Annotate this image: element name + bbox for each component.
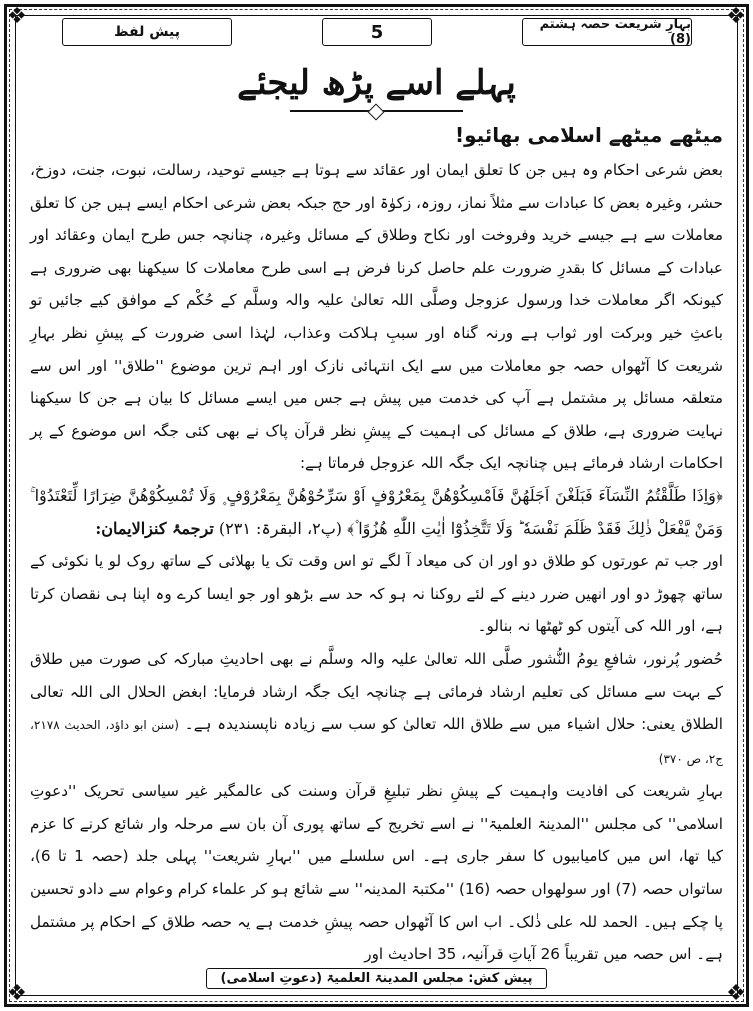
verse-reference: (پ۲، البقرۃ: ۲۳۱) — [218, 518, 343, 538]
corner-ornament-icon: ❖ — [7, 4, 27, 29]
footer-credit: پیش کش: مجلس المدینۃ العلمیۃ (دعوتِ اسلامی) — [206, 968, 548, 989]
greeting-heading: میٹھے میٹھے اسلامی بھائیو! — [454, 123, 723, 147]
page-footer — [0, 968, 753, 989]
closing-paragraph: بہارِ شریعت کی افادیت واہمیت کے پیشِ نظر تبلیغِ قرآن وسنت کی عالمگیر غیر سیاسی تحریک ''دعوتِ اسلامی'' کی مجلس ''المدینۃ العلمیۃ'' نے اسے تخریج کے ساتھ پوری آن بان سے مرحلہ وار شائع کرنے کا عزم کیا تھا، اس میں کامیابیوں کا سفر جاری ہے۔ اس سلسلے میں ''بہارِ شریعت'' پہلی جلد (حصہ 1 تا 6)، ساتواں حصہ (7) اور سولھواں حصہ (16) ''مکتبۃ المدینہ'' سے شائع ہو کر علماء کرام وعوام سے دادو تحسین پا چکے ہیں۔ الحمد للہ علی ذٰلک۔ اب اس کا آٹھواں حصہ پیشِ خدمت ہے یہ حصہ طلاق کے احکام پر مشتمل ہے۔ اس حصہ میں تقریباً 26 آیاتِ قرآنیہ، 35 احادیث اور — [30, 782, 724, 964]
main-text — [30, 118, 724, 964]
section-label: پیش لفظ — [62, 18, 232, 46]
paragraph: بعض شرعی احکام وہ ہیں جن کا تعلق ایمان اور عقائد سے ہوتا ہے جیسے توحید، رسالت، نبوت، جنت، دوزخ، حشر، وغیرہ بعض کا عبادات سے مثلاً نماز، روزہ، زکوٰۃ اور حج جبکہ بعض شرعی احکام ایسے ہیں جن کا تعلق معاملات سے ہے جیسے خرید وفروخت اور نکاح وطلاق کے مسائل وغیرہ، چنانچہ جس طرح ایمان وعقائد اور عبادات کے مسائل کا بقدرِ ضرورت علم حاصل کرنا فرض ہے اسی طرح معاملات کا سیکھنا بھی ضروری ہے کیونکہ اگر معاملات خدا ورسول عزوجل وصلَّی اللہ تعالیٰ علیہ والہ وسلَّم کے حُکْم کے موافق کیے جائیں تو باعثِ خیر وبرکت اور ثواب ہے ورنہ گناہ اور سببِ ہلاکت وعذاب، لہٰذا اسی ضرورت کے پیشِ نظر بہارِ شریعت کا آٹھواں حصہ جو معاملات میں سے ایک انتہائی نازک اور اہم ترین موضوع ''طلاق'' اور اس سے متعلقہ مسائل پر مشتمل ہے آپ کی خدمت میں پیش ہے جس میں ایسے مسائل کا بیان ہے جن کا سیکھنا نہایت ضروری ہے، طلاق کے مسائل کی اہمیت کے پیشِ نظر قرآن پاک نے بھی کئی جگہ اس موضوع کے پر احکامات ارشاد فرمائے ہیں چنانچہ ایک جگہ اللہ عزوجل فرماتا ہے: — [30, 161, 723, 473]
translation-label: ترجمۂ کنزالایمان: — [95, 518, 214, 538]
title-divider — [290, 110, 463, 112]
page-title: پہلے اسے پڑھ لیجئے — [237, 63, 516, 103]
hadith-text: حُضور پُرنور، شافعِ یومُ النُّشور صلَّی اللہ تعالیٰ علیہ والہ وسلَّم نے بھی احادیثِ مبارکہ کی صورت میں طلاق کے بہت سے مسائل کی تعلیم ارشاد فرمائی ہے چنانچہ ایک جگہ ارشاد فرمایا: ابغض الحلال الی اللہ تعالی الطلاق یعنی: حلال اشیاء میں سے طلاق اللہ تعالیٰ کو سب سے زیادہ ناپسندیدہ ہے۔ — [30, 649, 723, 734]
page-header — [22, 18, 731, 48]
page-number: 5 — [322, 18, 432, 46]
corner-ornament-icon: ❖ — [7, 981, 27, 1006]
verse-translation: اور جب تم عورتوں کو طلاق دو اور ان کی میعاد آ لگے تو اس وقت تک یا بھلائی کے ساتھ روک لو یا نکوئی کے ساتھ چھوڑ دو اور انھیں ضرر دینے کے لئے روکنا نہ ہو کہ حد سے بڑھو اور جو ایسا کرے وہ اپنا ہی نقصان کرتا ہے، اور اللہ کی آیتوں کو ٹھٹھا نہ بنالو۔ — [30, 552, 723, 636]
corner-ornament-icon: ❖ — [726, 981, 746, 1006]
hadith-paragraph — [30, 643, 723, 775]
verse-text: ﴿وَاِذَا طَلَّقْتُمُ النِّسَآءَ فَبَلَغْنَ اَجَلَهُنَّ فَاَمْسِكُوْهُنَّ بِمَعْرُوْفٍ اَوْ سَرِّحُوْهُنَّ بِمَعْرُوْفٍ ۪ وَلَا تُمْسِكُوْهُنَّ ضِرَارًا لِّتَعْتَدُوْا ۚ وَمَنْ يَّفْعَلْ ذٰلِكَ فَقَدْ ظَلَمَ نَفْسَهٗ ؕ وَلَا تَتَّخِذُوْٓا اٰيٰتِ اللّٰهِ هُزُوًا ۫﴾ — [30, 485, 723, 538]
book-title: بہارِ شریعت حصہ ہشتم (8) — [522, 18, 692, 46]
hadith-reference: (سنن ابو داؤد، الحدیث ۲۱۷۸، ج۲، ص ۳۷۰) — [30, 718, 723, 766]
quran-verse — [30, 480, 723, 545]
corner-ornament-icon: ❖ — [726, 4, 746, 29]
